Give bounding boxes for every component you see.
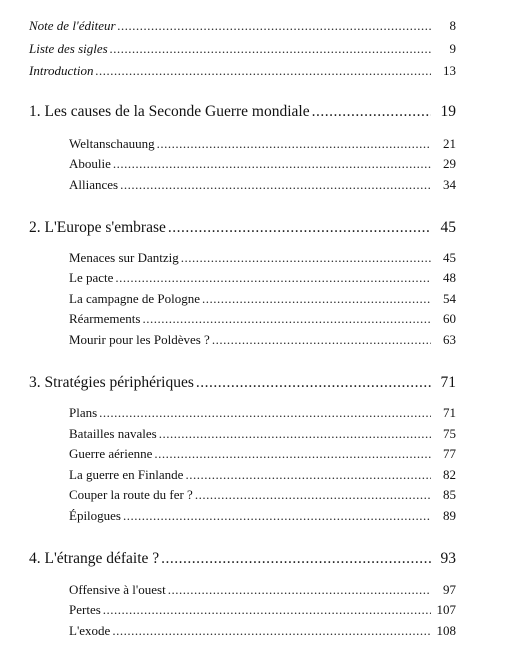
dot-leader bbox=[103, 602, 431, 618]
dot-leader bbox=[159, 426, 431, 442]
section-page: 107 bbox=[436, 602, 456, 617]
section-title: La campagne de Pologne bbox=[69, 291, 201, 306]
section-page: 108 bbox=[436, 623, 456, 638]
section-page: 89 bbox=[443, 508, 456, 523]
toc-section[interactable] bbox=[69, 311, 456, 327]
section-title: La guerre en Finlande bbox=[69, 467, 184, 482]
section-title: Batailles navales bbox=[69, 426, 157, 441]
chapter-title: 2. L'Europe s'embrase bbox=[29, 219, 166, 236]
toc-entry-label: Liste des sigles bbox=[29, 41, 108, 56]
section-title: Weltanschauung bbox=[69, 136, 155, 151]
dot-leader bbox=[118, 18, 431, 34]
toc-section[interactable] bbox=[69, 405, 456, 421]
section-page: 45 bbox=[443, 250, 456, 265]
dot-leader bbox=[99, 405, 431, 421]
section-page: 60 bbox=[443, 311, 456, 326]
section-title: Le pacte bbox=[69, 270, 114, 285]
toc-section[interactable] bbox=[69, 156, 456, 172]
chapter-page: 19 bbox=[440, 103, 456, 120]
dot-leader bbox=[161, 550, 431, 568]
toc-section[interactable] bbox=[69, 136, 456, 152]
section-page: 77 bbox=[443, 446, 456, 461]
dot-leader bbox=[181, 250, 431, 266]
toc-section[interactable] bbox=[69, 446, 456, 462]
section-page: 63 bbox=[443, 332, 456, 347]
section-page: 71 bbox=[443, 405, 456, 420]
section-page: 75 bbox=[443, 426, 456, 441]
dot-leader bbox=[168, 582, 431, 598]
toc-entry-page: 13 bbox=[443, 63, 456, 78]
section-page: 21 bbox=[443, 136, 456, 151]
section-page: 54 bbox=[443, 291, 456, 306]
toc-section[interactable] bbox=[69, 250, 456, 266]
dot-leader bbox=[96, 63, 431, 79]
toc-entry-abbreviations[interactable] bbox=[29, 41, 456, 57]
chapter-page: 45 bbox=[440, 219, 456, 236]
chapter-page: 93 bbox=[440, 550, 456, 567]
toc-section[interactable] bbox=[69, 487, 456, 503]
section-page: 85 bbox=[443, 487, 456, 502]
chapter-title: 3. Stratégies périphériques bbox=[29, 374, 194, 391]
dot-leader bbox=[112, 623, 431, 639]
toc-section[interactable] bbox=[69, 177, 456, 193]
section-title: Épilogues bbox=[69, 508, 121, 523]
dot-leader bbox=[202, 291, 431, 307]
toc-section[interactable] bbox=[69, 508, 456, 524]
toc-section[interactable] bbox=[69, 623, 456, 639]
dot-leader bbox=[115, 270, 431, 286]
section-title: Alliances bbox=[69, 177, 119, 192]
dot-leader bbox=[168, 219, 431, 237]
section-page: 48 bbox=[443, 270, 456, 285]
dot-leader bbox=[212, 332, 431, 348]
section-title: Mourir pour les Poldèves ? bbox=[69, 332, 210, 347]
toc-entry-page: 8 bbox=[449, 18, 456, 33]
chapter-page: 71 bbox=[440, 374, 456, 391]
section-title: L'exode bbox=[69, 623, 111, 638]
dot-leader bbox=[154, 446, 431, 462]
section-page: 97 bbox=[443, 582, 456, 597]
toc-section[interactable] bbox=[69, 332, 456, 348]
toc-section[interactable] bbox=[69, 582, 456, 598]
toc-section[interactable] bbox=[69, 426, 456, 442]
dot-leader bbox=[142, 311, 431, 327]
toc-entry-page: 9 bbox=[449, 41, 456, 56]
toc-entry-introduction[interactable] bbox=[29, 63, 456, 79]
section-title: Réarmements bbox=[69, 311, 141, 326]
toc-entry-editor-note[interactable] bbox=[29, 18, 456, 34]
dot-leader bbox=[312, 103, 431, 121]
toc-section[interactable] bbox=[69, 602, 456, 618]
section-title: Offensive à l'ouest bbox=[69, 582, 166, 597]
toc-chapter-3[interactable] bbox=[29, 374, 456, 392]
toc-section[interactable] bbox=[69, 467, 456, 483]
section-title: Couper la route du fer ? bbox=[69, 487, 193, 502]
toc-chapter-1[interactable] bbox=[29, 103, 456, 121]
section-title: Guerre aérienne bbox=[69, 446, 153, 461]
dot-leader bbox=[113, 156, 431, 172]
toc-section[interactable] bbox=[69, 291, 456, 307]
dot-leader bbox=[120, 177, 431, 193]
toc-section[interactable] bbox=[69, 270, 456, 286]
dot-leader bbox=[123, 508, 431, 524]
section-title: Menaces sur Dantzig bbox=[69, 250, 179, 265]
chapter-title: 1. Les causes de la Seconde Guerre mondiale bbox=[29, 103, 310, 120]
toc-chapter-2[interactable] bbox=[29, 219, 456, 237]
section-page: 34 bbox=[443, 177, 456, 192]
section-title: Plans bbox=[69, 405, 98, 420]
section-page: 29 bbox=[443, 156, 456, 171]
toc-entry-label: Note de l'éditeur bbox=[29, 18, 116, 33]
dot-leader bbox=[157, 136, 431, 152]
section-page: 82 bbox=[443, 467, 456, 482]
chapter-title: 4. L'étrange défaite ? bbox=[29, 550, 160, 567]
dot-leader bbox=[195, 487, 431, 503]
dot-leader bbox=[196, 374, 431, 392]
section-title: Aboulie bbox=[69, 156, 111, 171]
toc-entry-label: Introduction bbox=[29, 63, 94, 78]
dot-leader bbox=[110, 41, 431, 57]
dot-leader bbox=[185, 467, 431, 483]
toc-chapter-4[interactable] bbox=[29, 550, 456, 568]
section-title: Pertes bbox=[69, 602, 101, 617]
